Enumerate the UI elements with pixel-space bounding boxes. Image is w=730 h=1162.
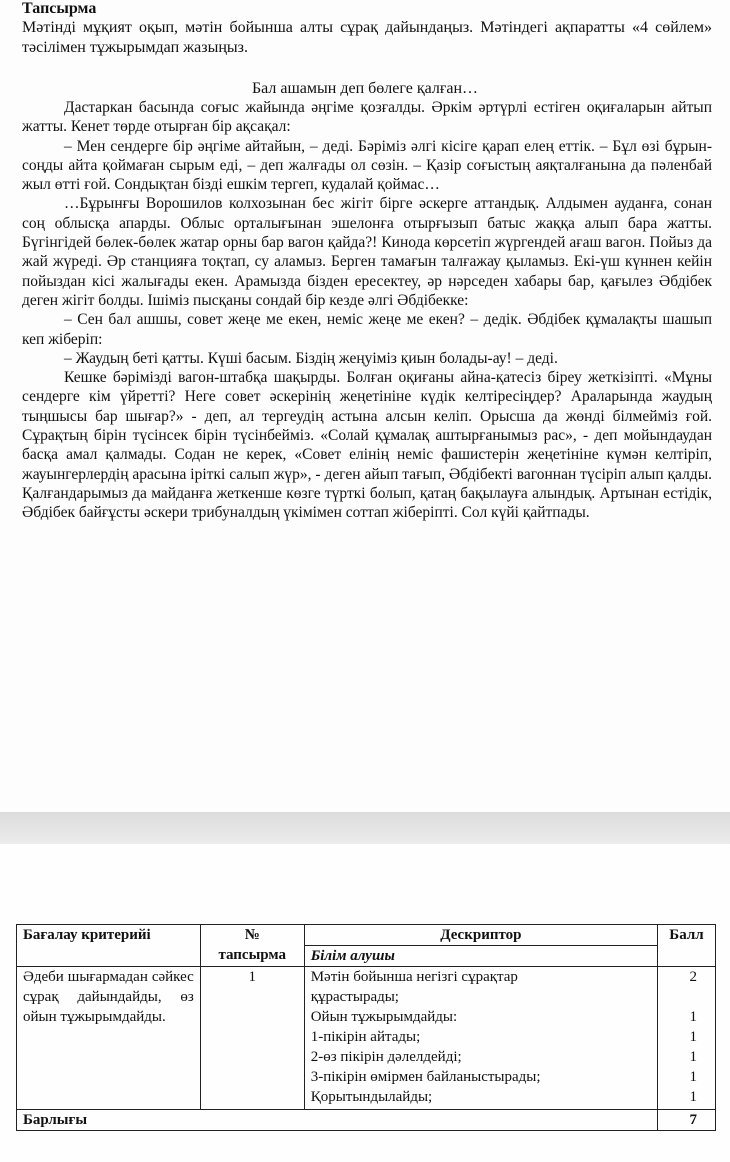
assessment-rubric-table: [16, 924, 716, 1131]
descriptor-line: 1-пікірін айтады;: [310, 1029, 421, 1045]
score-header: Балл: [658, 925, 716, 967]
worksheet-page-2: [0, 844, 730, 1162]
task-number-header-line2: тапсырма: [218, 947, 287, 963]
descriptor-line: Қорытындылайды;: [310, 1089, 433, 1105]
score-value: 1: [689, 1089, 697, 1105]
criterion-cell: Әдеби шығармадан сәйкес сұрақ дайындайды, өз ойын тұжырымдайды.: [17, 967, 201, 1110]
task-number-cell: 1: [200, 967, 304, 1110]
descriptor-line: Мәтін бойынша негізгі сұрақтар: [310, 969, 518, 985]
descriptor-subheader: Білім алушы: [304, 946, 657, 967]
story-paragraph: …Бұрынғы Ворошилов колхозынан бес жігіт бірге әскерге аттандық. Алдымен ауданға, сонан соң облысқа апарды. Облыс орталығынан эшелонға отырғызып батыс жаққа алып бара жатты. Бүгінгідей бөлек-бөлек жатар орны бар вагон қайда?! Кинода көрсетіп жүргендей ағаш вагон. Пойыз да жай жүреді. Әр станцияға тоқтап, су аламыз. Берген тамағын талғажау қыламыз. Екі-үш күннен кейін пойыздан кісі жалығады екен. Арамызда бізден ересектеу, әр нәрседен хабары бар, қағылез Әбдібек деген жігіт болды. Ішіміз пысқаны сондай бір кезде әлгі Әбдібекке:: [22, 195, 712, 309]
descriptor-line: Ойын тұжырымдайды:: [310, 1009, 458, 1025]
rubric-header-row: [17, 925, 716, 946]
total-score: 7: [658, 1110, 716, 1131]
descriptor-header: Дескриптор: [304, 925, 657, 946]
story-paragraph: Кешке бәрімізді вагон-штабқа шақырды. Болған оқиғаны айна-қатесіз біреу жеткізіпті. «Мұны сендерге кім үйретті? Неге совет әскерінің жеңетініне күдік келтіресіңдер? Араларында жаудың тыңшысы бар шығар?» - деп, ал тергеудің астына алсын келіп. Орысша да жөнді білмейміз ғой. Сұрақтың бірін түсінсек бірін түсінбейміз. «Солай құмалақ аштырғанымыз рас», - деп мойындаудан басқа амал қалмады. Содан не керек, «Совет елінің неміс фашистерін жеңетініне күмән келтіріп, жауынгерлердің арасына іріткі салып жүр», - деген айып тағып, Әбдібекті вагоннан түсіріп алып қалды. Қалғандарымыз да майданға жеткенше көзге түрткі болып, қатаң бақылауға алындық. Артынан естідік, Әбдібек байғұсты әскери трибуналдың үкімімен соттап жіберіпті. Сол күйі қайтпады.: [22, 369, 712, 522]
score-value: 1: [689, 1069, 697, 1085]
task-heading: Тапсырма: [22, 0, 97, 17]
page-separator: [0, 812, 730, 844]
story-title: Бал ашамын деп бөлеге қалған…: [251, 80, 479, 97]
story-paragraph: – Сен бал ашшы, совет жеңе ме екен, неміс жеңе ме екен? – дедік. Әбдібек құмалақты шашып кеп жіберіп:: [22, 311, 712, 348]
score-value: [664, 987, 697, 1007]
descriptor-line: 2-өз пікірін дәлелдейді;: [310, 1049, 462, 1065]
score-value: 1: [689, 1009, 697, 1025]
total-label: Барлығы: [17, 1110, 658, 1131]
rubric-body-row: [17, 967, 716, 1110]
score-value: 1: [689, 1049, 697, 1065]
task-number-header: [200, 925, 304, 967]
descriptor-line: құрастырады;: [310, 989, 399, 1005]
score-cell: [658, 967, 716, 1110]
task-instruction: Мәтінді мұқият оқып, мәтін бойынша алты сұрақ дайындаңыз. Мәтіндегі ақпаратты «4 сөйлем» тәсілімен тұжырымдап жазыңыз.: [22, 19, 712, 56]
rubric-total-row: [17, 1110, 716, 1131]
criterion-header: Бағалау критерийі: [17, 925, 201, 967]
task-number-header-line1: №: [244, 927, 260, 943]
score-value: 2: [689, 969, 697, 985]
story-paragraph: – Мен сендерге бір әңгіме айтайын, – деді. Бәріміз әлгі кісіге қарап елең еттік. – Бұл өзі бұрын-соңды айта қоймаған сырым еді, – деп жалғады ол сөзін. – Қазір соғыстың аяқталғанына да пәленбай жыл өтті ғой. Сондықтан бізді ешкім тергеп, кудалай қоймас…: [22, 137, 712, 194]
story-text: [22, 98, 712, 523]
descriptor-cell: [304, 967, 657, 1110]
score-value: 1: [689, 1029, 697, 1045]
descriptor-line: 3-пікірін өмірмен байланыстырады;: [310, 1069, 541, 1085]
story-paragraph: Дастаркан басында соғыс жайында әңгіме қозғалды. Әркім әртүрлі естіген оқиғаларын айтып жатты. Кенет төрде отырған бір ақсақал:: [22, 99, 712, 136]
story-paragraph: – Жаудың беті қатты. Күші басым. Біздің жеңуіміз қиын болады-ау! – деді.: [64, 349, 558, 367]
